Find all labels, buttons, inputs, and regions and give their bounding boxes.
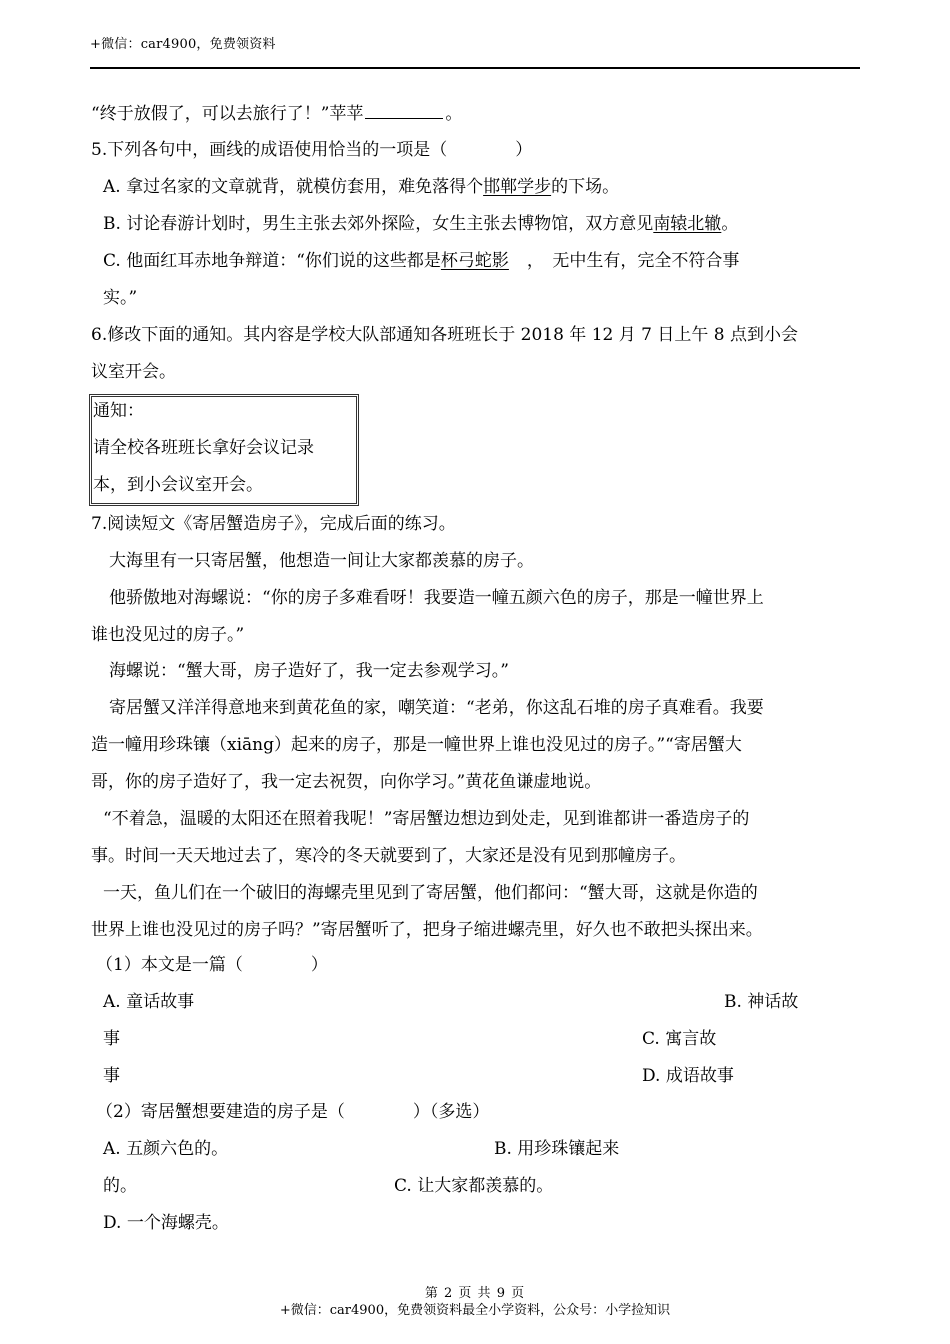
previous-question-line: “终于放假了，可以去旅行了！”苹苹 。 — [91, 104, 463, 124]
notice-body-2: 本，到小会议室开会。 — [93, 475, 263, 495]
header-rule — [90, 67, 860, 69]
notice-body-1: 请全校各班班长拿好会议记录 — [93, 438, 314, 458]
s1-option-c-cont: 事 — [103, 1066, 120, 1086]
q6-line2: 议室开会。 — [91, 362, 176, 382]
q5-stem: 5.下列各句中，画线的成语使用恰当的一项是（ ） — [91, 140, 533, 160]
sub-question-1: （1）本文是一篇（ ） — [96, 955, 328, 975]
q5-option-a: A. 拿过名家的文章就背，就模仿套用，难免落得个邯郸学步的下场。 — [103, 177, 620, 197]
s1-option-c[interactable]: C. 寓言故 — [642, 1029, 717, 1049]
header-text: +微信：car4900，免费领资料 — [90, 37, 276, 52]
s1-option-d[interactable]: D. 成语故事 — [642, 1066, 734, 1086]
passage-p6b: 世界上谁也没见过的房子吗？”寄居蟹听了，把身子缩进螺壳里，好久也不敢把头探出来。 — [91, 920, 763, 940]
s2-option-b[interactable]: B. 用珍珠镶起来 — [494, 1139, 620, 1159]
q5-option-c: C. 他面红耳赤地争辩道：“你们说的这些都是杯弓蛇影 ， 无中生有，完全不符合事 — [103, 251, 740, 271]
q7-title: 7.阅读短文《寄居蟹造房子》，完成后面的练习。 — [91, 514, 456, 534]
page-number: 第 2 页 共 9 页 — [424, 1286, 526, 1301]
s1-option-a[interactable]: A. 童话故事 — [103, 992, 195, 1012]
s1-option-b[interactable]: B. 神话故 — [724, 992, 799, 1012]
s2-option-c[interactable]: C. 让大家都羡慕的。 — [394, 1176, 554, 1196]
idiom-underlined: 杯弓蛇影 — [440, 251, 509, 271]
s2-option-a[interactable]: A. 五颜六色的。 — [103, 1139, 229, 1159]
passage-p1: 大海里有一只寄居蟹，他想造一间让大家都羡慕的房子。 — [109, 551, 534, 571]
passage-p4c: 哥，你的房子造好了，我一定去祝贺，向你学习。”黄花鱼谦虚地说。 — [91, 772, 602, 792]
idiom-underlined: 南辕北辙 — [653, 214, 722, 234]
idiom-underlined: 邯郸学步 — [483, 177, 552, 197]
q5-option-b: B. 讨论春游计划时，男生主张去郊外探险，女生主张去博物馆，双方意见南辕北辙。 — [103, 214, 739, 234]
passage-p5a: “不着急，温暖的太阳还在照着我呢！”寄居蟹边想边到处走，见到谁都讲一番造房子的 — [103, 809, 750, 829]
passage-p2a: 他骄傲地对海螺说：“你的房子多难看呀！我要造一幢五颜六色的房子，那是一幢世界上 — [109, 588, 764, 608]
s1-option-b-cont: 事 — [103, 1029, 120, 1049]
notice-title: 通知： — [93, 401, 144, 421]
answer-blank[interactable] — [365, 102, 443, 119]
passage-p6a: 一天，鱼儿们在一个破旧的海螺壳里见到了寄居蟹，他们都问：“蟹大哥，这就是你造的 — [103, 883, 758, 903]
passage-p3: 海螺说：“蟹大哥，房子造好了，我一定去参观学习。” — [109, 661, 509, 681]
q5-option-c-cont: 实。” — [103, 288, 138, 308]
passage-p5b: 事。时间一天天地过去了，寒冷的冬天就要到了，大家还是没有见到那幢房子。 — [91, 846, 686, 866]
s2-option-d[interactable]: D. 一个海螺壳。 — [103, 1213, 229, 1233]
passage-p4a: 寄居蟹又洋洋得意地来到黄花鱼的家，嘲笑道：“老弟，你这乱石堆的房子真难看。我要 — [109, 698, 764, 718]
sub-question-2: （2）寄居蟹想要建造的房子是（ ）（多选） — [96, 1102, 490, 1122]
passage-p4b: 造一幢用珍珠镶（xiāng）起来的房子，那是一幢世界上谁也没见过的房子。”“寄居蟹大 — [91, 735, 742, 755]
q6-line1: 6.修改下面的通知。其内容是学校大队部通知各班班长于 2018 年 12 月 7 日上午 8 点到小会 — [91, 325, 798, 345]
s2-option-b-cont: 的。 — [103, 1176, 137, 1196]
passage-p2b: 谁也没见过的房子。” — [91, 625, 245, 645]
footer-text: +微信：car4900，免费领资料最全小学资料，公众号：小学捡知识 — [279, 1303, 671, 1318]
